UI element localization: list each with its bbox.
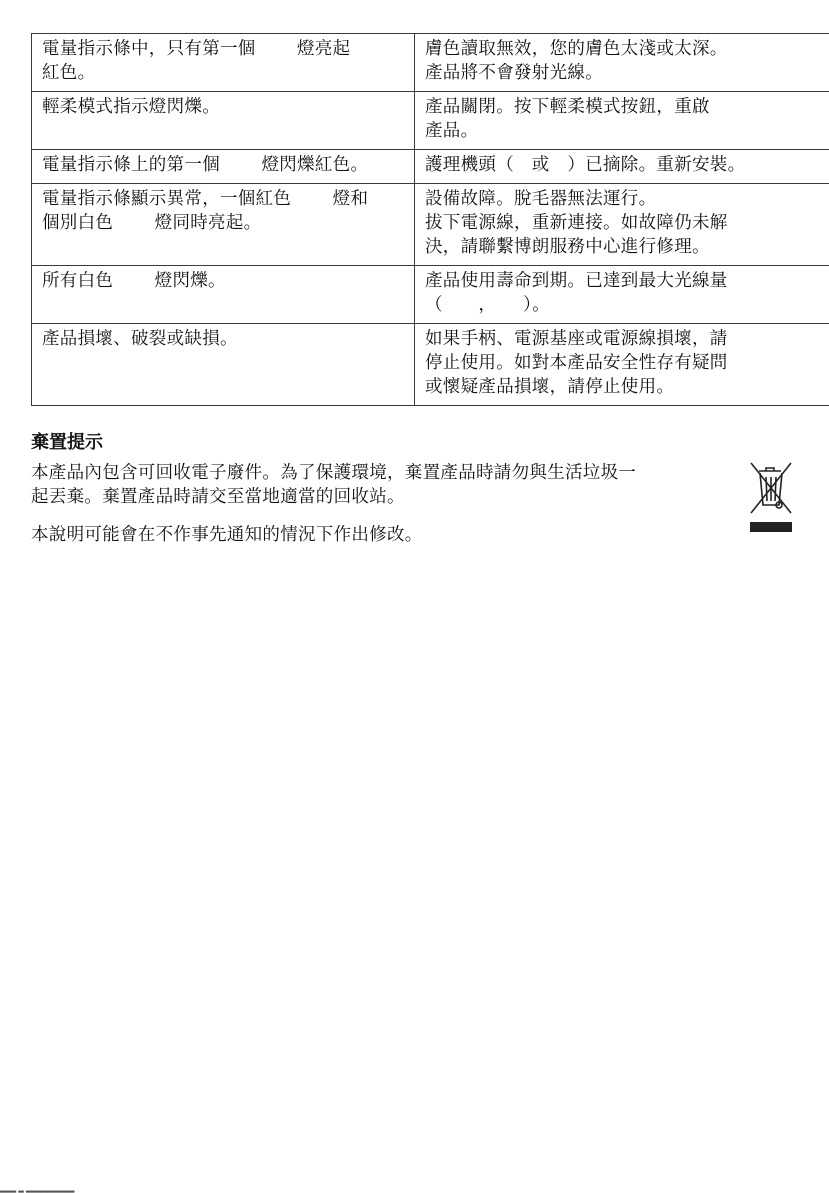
disposal-text: 起丟棄。棄置產品時請交至當地適當的回收站。 [31, 487, 405, 507]
table-row [32, 92, 829, 150]
disposal-paragraph [31, 461, 731, 509]
change-notice: 本說明可能會在不作事先通知的情況下作出修改。 [31, 525, 423, 545]
solution-text: 膚色讀取無效，您的膚色太淺或太深。 [425, 39, 728, 59]
table-row [32, 34, 829, 92]
solution-text: 產品關閉。按下輕柔模式按鈕，重啟 [425, 97, 710, 117]
disposal-text: 本產品內包含可回收電子廢件。為了保護環境，棄置產品時請勿與生活垃圾一 [31, 463, 637, 483]
solution-text: 停止使用。如對本產品安全性存有疑問 [425, 353, 728, 373]
solution-text: 拔下電源線，重新連接。如故障仍未解 [425, 213, 728, 233]
table-row [32, 324, 829, 406]
problem-cell [32, 184, 415, 266]
solution-text: 產品。 [425, 121, 479, 141]
disposal-heading: 棄置提示 [31, 432, 103, 453]
solution-text: 如果手柄、電源基座或電源線損壞，請 [425, 329, 728, 349]
solution-cell [415, 324, 829, 406]
solution-cell [415, 92, 829, 150]
problem-cell [32, 92, 415, 150]
problem-text: 所有白色 燈閃爍。 [42, 271, 226, 291]
crossed-out-wheelie-bin-icon [748, 461, 794, 535]
solution-cell [415, 150, 829, 184]
problem-text: 電量指示條顯示異常，一個紅色 燈和 [42, 189, 369, 209]
solution-cell [415, 34, 829, 92]
solution-cell [415, 184, 829, 266]
solution-text: （ ， ）。 [425, 295, 550, 315]
table-row [32, 266, 829, 324]
table-row [32, 184, 829, 266]
solution-text: 產品使用壽命到期。已達到最大光線量 [425, 271, 728, 291]
solution-text: 產品將不會發射光線。 [425, 63, 603, 83]
problem-cell [32, 150, 415, 184]
problem-text: 電量指示條上的第一個 燈閃爍紅色。 [42, 155, 369, 175]
problem-text: 電量指示條中，只有第一個 燈亮起 [42, 39, 351, 59]
problem-text: 輕柔模式指示燈閃爍。 [42, 97, 220, 117]
problem-text: 個別白色 燈同時亮起。 [42, 213, 262, 233]
solution-text: 護理機頭（ 或 ）已摘除。重新安裝。 [425, 155, 746, 175]
solution-text: 或懷疑產品損壞，請停止使用。 [425, 377, 675, 397]
solution-text: 決，請聯繫博朗服務中心進行修理。 [425, 237, 710, 257]
table-row [32, 150, 829, 184]
problem-text: 產品損壞、破裂或缺損。 [42, 329, 238, 349]
problem-cell [32, 324, 415, 406]
problem-cell [32, 266, 415, 324]
solution-text: 設備故障。脫毛器無法運行。 [425, 189, 657, 209]
problem-text: 紅色。 [42, 63, 96, 83]
problem-cell [32, 34, 415, 92]
troubleshooting-table [31, 33, 829, 406]
footer-mark: ▂▂▂ ▂ ▂▂▂▂▂▂▂▂▂ [0, 1185, 75, 1193]
solution-cell [415, 266, 829, 324]
